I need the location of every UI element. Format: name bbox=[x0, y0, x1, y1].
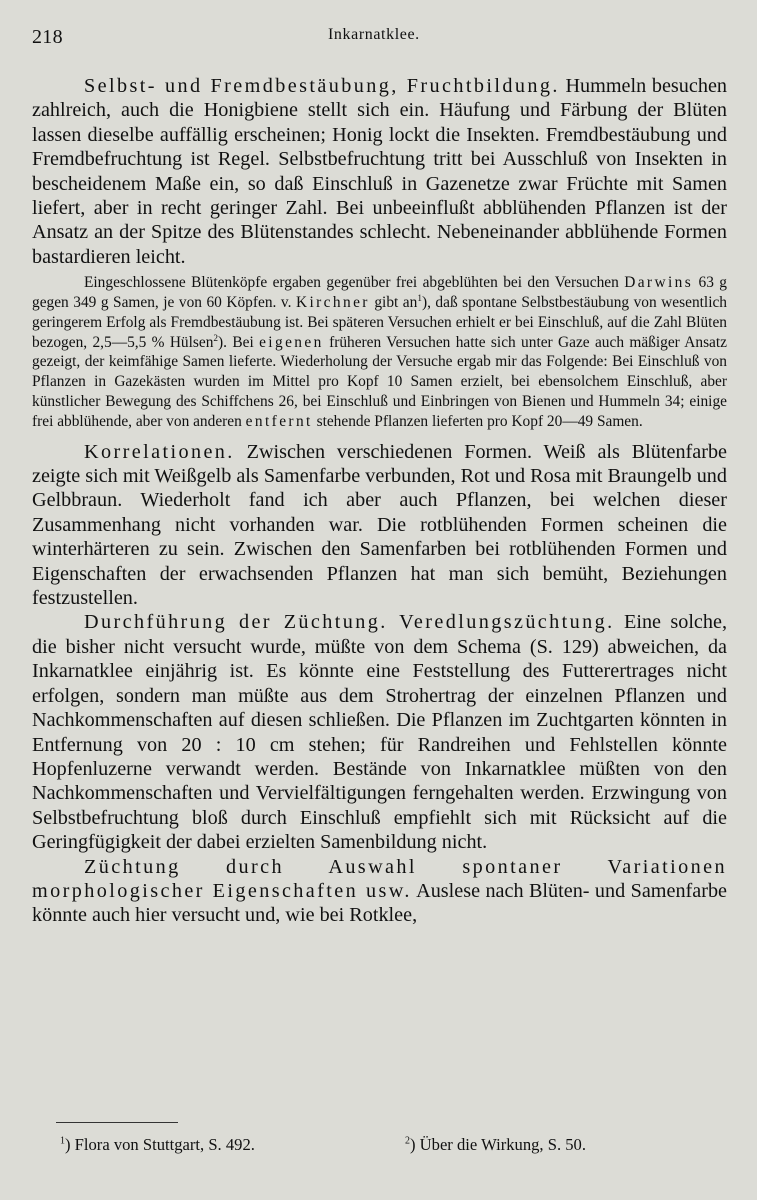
footnote-divider bbox=[56, 1122, 178, 1123]
note-text: früheren Versuchen hatte sich unter Gaze auch mäßiger Ansatz gezeigt, der keimfähige Samen lieferte. Wiederholung der Versuche ergab mir das Folgende: Bei Einschluß von Pflanzen in Gazekästen wurden im Mittel pro Kopf 10 Samen erzielt, bei ebensolchem Einschluß, aber künstlicher Bewegung des Schiffchens 26, bei Einschluß und Einbringen von Bienen und Hummeln 34; einige frei abblühende, aber von anderen bbox=[32, 333, 727, 430]
body-text bbox=[32, 74, 727, 928]
page-number: 218 bbox=[32, 26, 63, 48]
footnote-ref-2: 2 bbox=[213, 332, 219, 343]
running-title: Inkarnatklee. bbox=[328, 26, 420, 43]
note-emphasis-eigenen: eigenen bbox=[259, 333, 324, 351]
section-pollination bbox=[32, 74, 727, 269]
section-heading-selection: Züchtung durch Auswahl spontaner Variationen morphologischer Eigenschaften usw. bbox=[32, 855, 727, 902]
section-breeding bbox=[32, 610, 727, 854]
section-correlations bbox=[32, 440, 727, 611]
section-text-pollination: Hummeln besuchen zahlreich, auch die Honigbiene stellt sich ein. Häufung und Färbung der Blüten lassen dieselbe auffällig erscheinen; Honig lockt die Insekten. Fremdbestäubung und Fremdbefruchtung ist Regel. Selbstbefruchtung tritt bei Ausschluß von Insekten in bescheidenem Maße ein, so daß Einschluß in Gazenetze zwar Früchte mit Samen liefert, aber in recht geringer Zahl. Bei unbeeinflußt abblühenden Pflanzen ist der Ansatz an der Spitze des Blütenstandes schlecht. Nebeneinander abblühende Formen bastardieren leicht. bbox=[32, 75, 727, 268]
section-text-correlations: Zwischen verschiedenen Formen. Weiß als Blütenfarbe zeigte sich mit Weißgelb als Samenfarbe verbunden, Rot und Rosa mit Braungelb und Gelbbraun. Wiederholt fand ich aber auch Pflanzen, bei welchen dieser Zusammenhang nicht vorhanden war. Die rotblühenden Formen scheinen die winterhärteren zu sein. Zwischen den Samenfarben bei rotblühenden Formen und Eigenschaften der erwachsenden Pflanzen hat man sich bemüht, Beziehungen festzustellen. bbox=[32, 440, 727, 610]
note-text: 63 g gegen 349 g Samen, je von 60 Köpfen. v. bbox=[32, 274, 727, 312]
small-print-note bbox=[32, 273, 727, 431]
section-selection bbox=[32, 855, 727, 928]
section-heading-correlations: Korrelationen. bbox=[84, 440, 235, 463]
section-text-breeding: Eine solche, die bisher nicht versucht wurde, müßte von dem Schema (S. 129) abweichen, da Inkarnatklee einjährig ist. Es könnte eine Feststellung des Futterertrages nicht erfolgen, sondern man müßte aus dem Strohertrag der einzelnen Pflanzen und Nachkommenschaften auf diesen schließen. Die Pflanzen im Zuchtgarten könnten in Entfernung von 20 : 10 cm stehen; für Randreihen und Fehlstellen könnte Hopfenluzerne verwandt werden. Bestände von Inkarnatklee müßten von den Nachkommenschaften und Vervielfältigungen ferngehalten werden. Erzwingung von Selbstbefruchtung bloß durch Einschluß empfiehlt sich mit Rücksicht auf die Geringfügigkeit der dabei erzielten Samenbildung nicht. bbox=[32, 611, 727, 854]
note-author-kirchner: Kirchner bbox=[295, 294, 370, 312]
footnote-2 bbox=[405, 1135, 586, 1155]
footnote-1-text: ) Flora von Stuttgart, S. 492. bbox=[64, 1135, 255, 1154]
note-paragraph bbox=[32, 273, 727, 431]
section-heading-pollination: Selbst- und Fremdbestäubung, Fruchtbildung. bbox=[84, 75, 560, 97]
footnote-1 bbox=[60, 1135, 255, 1155]
footnote-1-marker: 1 bbox=[60, 1135, 65, 1147]
page-header bbox=[32, 22, 727, 54]
note-text: ), daß spontane Selbstbestäubung von wesentlich geringerem Erfolg als Fremdbestäubung ist. Bei späteren Versuchen erhielt er bei Einschluß, auf die Zahl Blüten bezogen, 2,5—5,5 % Hülsen bbox=[32, 294, 728, 351]
footnote-2-text: ) Über die Wirkung, S. 50. bbox=[409, 1135, 586, 1154]
note-text: stehende Pflanzen lieferten pro Kopf 20—49 Samen. bbox=[312, 412, 643, 430]
note-emphasis-entfernt: entfernt bbox=[245, 412, 313, 430]
note-author-darwin: Darwins bbox=[624, 274, 694, 292]
note-text: gibt an bbox=[369, 294, 418, 312]
footnote-ref-1: 1 bbox=[417, 292, 422, 303]
note-text: Eingeschlossene Blütenköpfe ergaben gegenüber frei abgeblühten bei den Versuchen bbox=[84, 274, 625, 292]
note-text: ). Bei bbox=[218, 333, 260, 351]
footnote-2-marker: 2 bbox=[405, 1135, 410, 1147]
section-text-selection: Auslese nach Blüten- und Samenfarbe könnte auch hier versucht und, wie bei Rotklee, bbox=[32, 879, 727, 927]
page-content bbox=[32, 22, 727, 928]
section-heading-breeding: Durchführung der Züchtung. Veredlungszüchtung. bbox=[84, 611, 615, 634]
